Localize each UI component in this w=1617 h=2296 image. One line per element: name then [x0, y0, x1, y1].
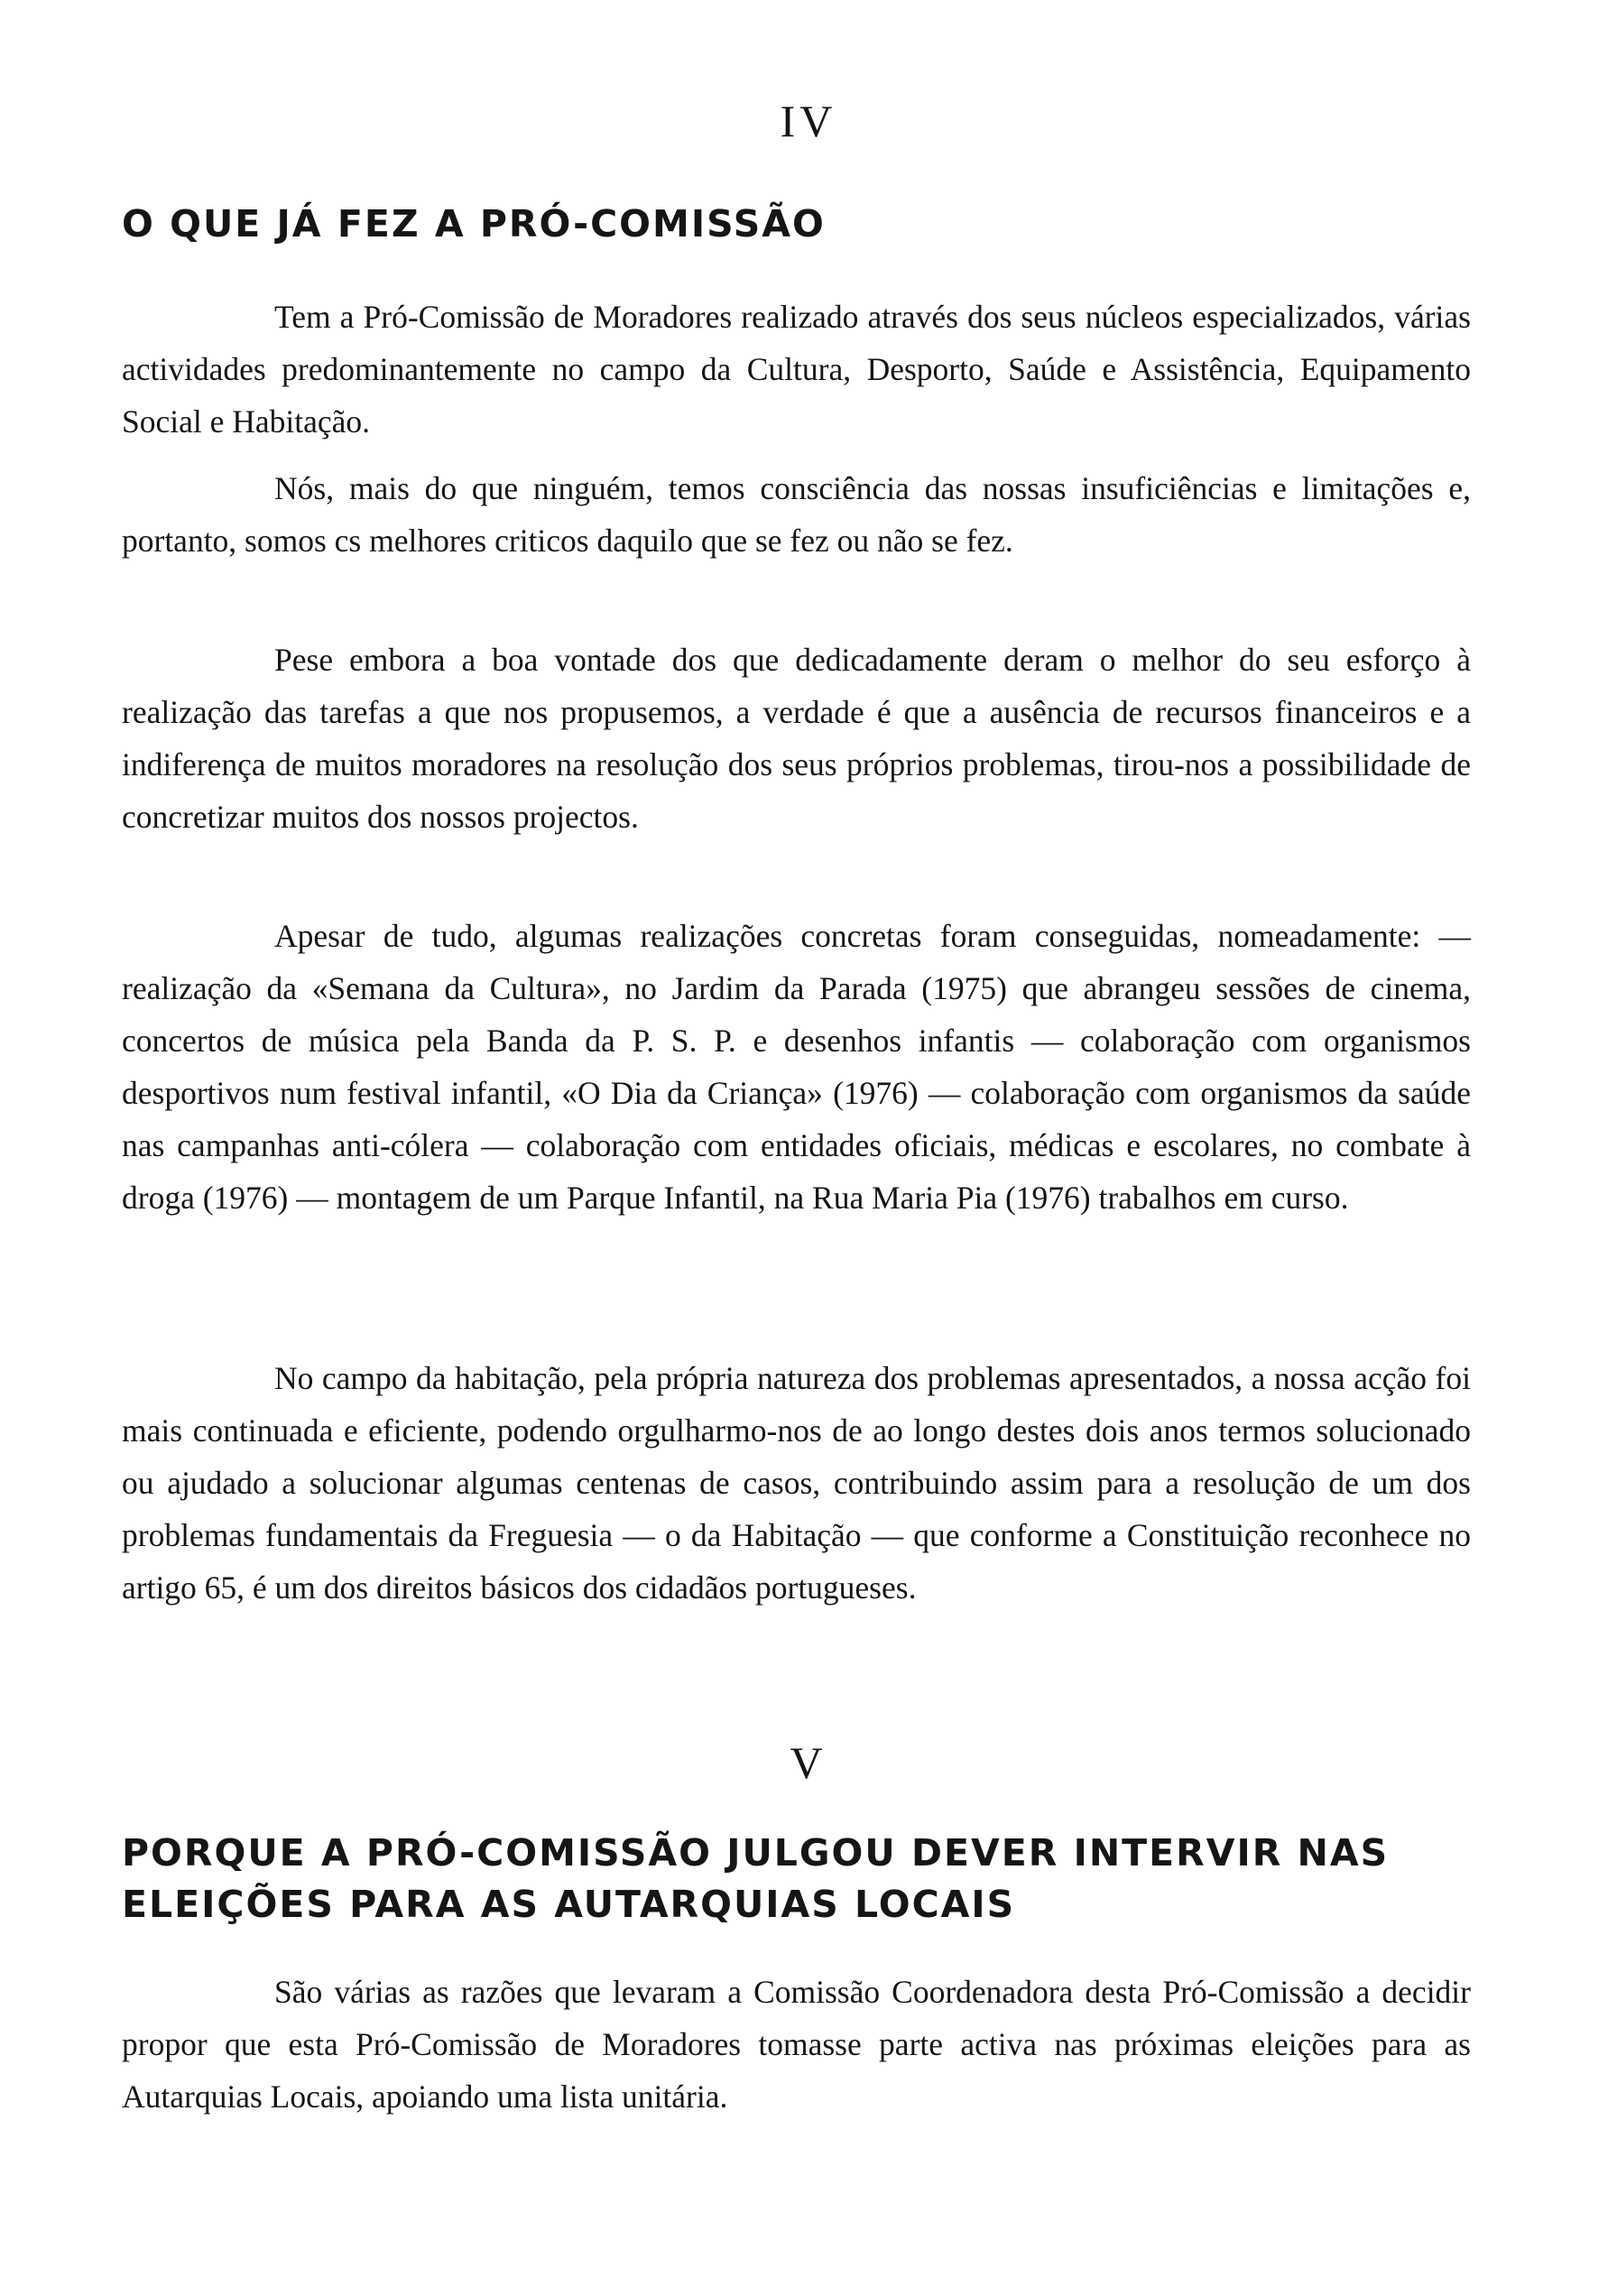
section-numeral-v: V	[790, 1737, 827, 1788]
paragraph: Apesar de tudo, algumas realizações concretas foram conseguidas, nomeadamente: — realização da «Semana da Cultura», no Jardim da Parada (1975) que abrangeu sessões de cinema, concertos de música pela Banda da P. S. P. e desenhos infantis — colaboração com organismos desportivos num festival infantil, «O Dia da Criança» (1976) — colaboração com organismos da saúde nas campanhas anti-cólera — colaboração com entidades oficiais, médicas e escolares, no combate à droga (1976) — montagem de um Parque Infantil, na Rua Maria Pia (1976) trabalhos em curso.	[122, 918, 1471, 1216]
paragraph: Pese embora a boa vontade dos que dedicadamente deram o melhor do seu esforço à realização das tarefas a que nos propusemos, a verdade é que a ausência de recursos financeiros e a indiferença de muitos moradores na resolução dos seus próprios problemas, tirou-nos a possibilidade de concretizar muitos dos nossos projectos.	[122, 642, 1471, 835]
section-title-v: PORQUE A PRÓ-COMISSÃO JULGOU DEVER INTERVIR NAS ELEIÇÕES PARA AS AUTARQUIAS LOCAIS	[122, 1831, 1390, 1926]
section-title-iv: O QUE JÁ FEZ A PRÓ-COMISSÃO	[122, 202, 826, 245]
paragraph: No campo da habitação, pela própria natureza dos problemas apresentados, a nossa acção foi mais continuada e eficiente, podendo orgulharmo-nos de ao longo destes dois anos termos solucionado ou ajudado a solucionar algumas centenas de casos, contribuindo assim para a resolução de um dos problemas fundamentais da Freguesia — o da Habitação — que conforme a Constituição reconhece no artigo 65, é um dos direitos básicos dos cidadãos portugueses.	[122, 1360, 1471, 1606]
paragraph: Nós, mais do que ninguém, temos consciência das nossas insuficiências e limitações e, portanto, somos cs melhores criticos daquilo que se fez ou não se fez.	[122, 470, 1471, 559]
paragraph: São várias as razões que levaram a Comissão Coordenadora desta Pró-Comissão a decidir propor que esta Pró-Comissão de Moradores tomasse parte activa nas próximas eleições para as Autarquias Locais, apoiando uma lista unitária.	[122, 1974, 1471, 2115]
section-numeral-iv: IV	[780, 96, 837, 146]
paragraph: Tem a Pró-Comissão de Moradores realizado através dos seus núcleos especializados, várias actividades predominantemente no campo da Cultura, Desporto, Saúde e Assistência, Equipamento Social e Habitação.	[122, 299, 1471, 440]
